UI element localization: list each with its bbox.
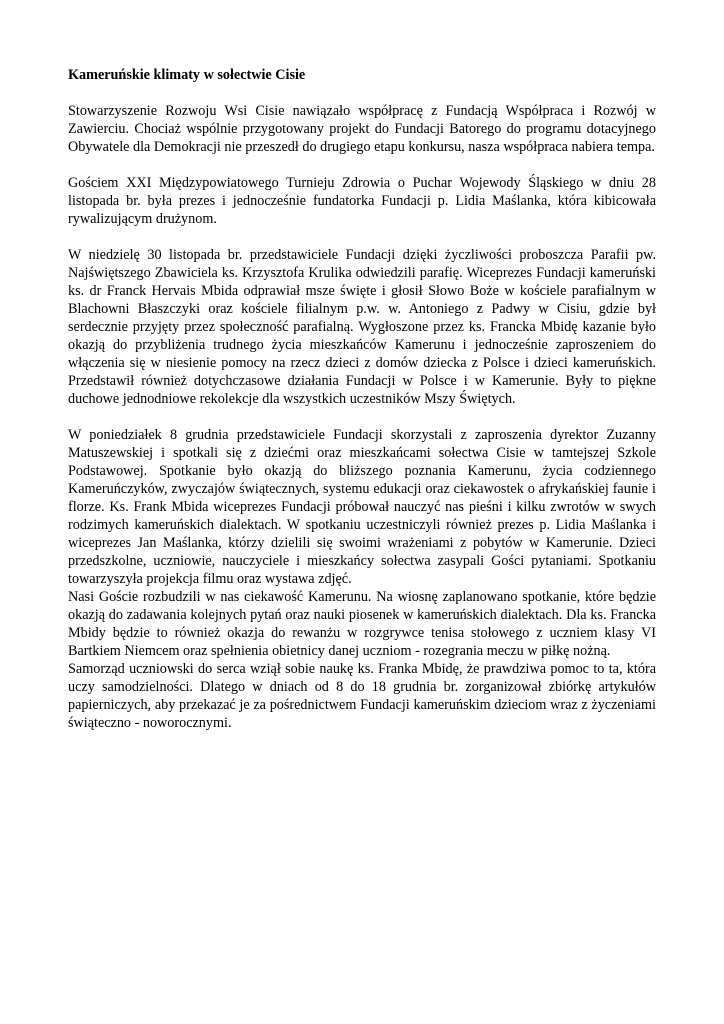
paragraph-tournament: Gościem XXI Międzypowiatowego Turnieju Zdrowia o Puchar Wojewody Śląskiego w dniu 28 listopada br. była prezes i jednocześnie fundatorka Fundacji p. Lidia Maślanka, która kibicowała rywalizującym drużynom.: [68, 175, 656, 227]
paragraph-parish-visit: W niedzielę 30 listopada br. przedstawiciele Fundacji dzięki życzliwości proboszcza Parafii pw. Najświętszego Zbawiciela ks. Krzysztofa Krulika odwiedzili parafię. Wiceprezes Fundacji kameruński ks. dr Franck Hervais Mbida odprawiał msze święte i głosił Słowo Boże w kościele parafialnym w Blachowni Błaszczyki oraz kościele filialnym p.w. w. Antoniego z Padwy w Cisiu, gdzie był serdecznie przyjęty przez społeczność parafialną. Wygłoszone przez ks. Francka Mbidę kazanie było okazją do przybliżenia trudnego życia mieszkańców Kamerunu i jednocześnie zaproszeniem do włączenia się w niesienie pomocy na rzecz dzieci z domów dziecka z Polsce i dzieci kameruńskich. Przedstawił również dotychczasowe działania Fundacji w Polsce i w Kamerunie. Były to piękne duchowe jednodniowe rekolekcje dla wszystkich uczestników Mszy Świętych.: [68, 247, 656, 407]
paragraph-school-meeting: W poniedziałek 8 grudnia przedstawiciele Fundacji skorzystali z zaproszenia dyrektor Zuzanny Matuszewskiej i spotkali się z dziećmi oraz mieszkańcami sołectwa Cisie w tamtejszej Szkole Podstawowej. Spotkanie było okazją do bliższego poznania Kamerunu, życia codziennego Kameruńczyków, zwyczajów świątecznych, systemu edukacji oraz ciekawostek o afrykańskiej faunie i florze. Ks. Frank Mbida wiceprezes Fundacji próbował nauczyć nas pieśni i kilku zwrotów w swych rodzimych kameruńskich dialektach. W spotkaniu uczestniczyli również prezes p. Lidia Maślanka i wiceprezes Jan Maślanka, którzy dzielili się swoimi wrażeniami z pobytów w Kamerunie. Dzieci przedszkolne, uczniowie, nauczyciele i mieszkańcy sołectwa zasypali Gości pytaniami. Spotkaniu towarzyszyła projekcja filmu oraz wystawa zdjęć.: [68, 427, 656, 587]
paragraph-student-council: Samorząd uczniowski do serca wziął sobie naukę ks. Franka Mbidę, że prawdziwa pomoc to ta, która uczy samodzielności. Dlatego w dniach od 8 do 18 grudnia br. zorganizował zbiórkę artykułów papierniczych, aby przekazać je za pośrednictwem Fundacji kameruńskim dzieciom wraz z życzeniami świąteczno - noworocznymi.: [68, 661, 656, 731]
paragraph-spring-plans: Nasi Goście rozbudzili w nas ciekawość Kamerunu. Na wiosnę zaplanowano spotkanie, które będzie okazją do zadawania kolejnych pytań oraz nauki piosenek w kameruńskich dialektach. Dla ks. Francka Mbidy będzie to również okazja do rewanżu w rozgrywce tenisa stołowego z uczniem klasy VI Bartkiem Niemcem oraz spełnienia obietnicy danej uczniom - rozegrania meczu w piłkę nożną.: [68, 589, 656, 659]
document-page: [68, 66, 656, 732]
document-title: Kameruńskie klimaty w sołectwie Cisie: [68, 67, 306, 83]
paragraph-cooperation: Stowarzyszenie Rozwoju Wsi Cisie nawiązało współpracę z Fundacją Współpraca i Rozwój w Zawierciu. Chociaż wspólnie przygotowany projekt do Fundacji Batorego do programu dotacyjnego Obywatele dla Demokracji nie przeszedł do drugiego etapu konkursu, nasza współpraca nabiera tempa.: [68, 103, 656, 155]
